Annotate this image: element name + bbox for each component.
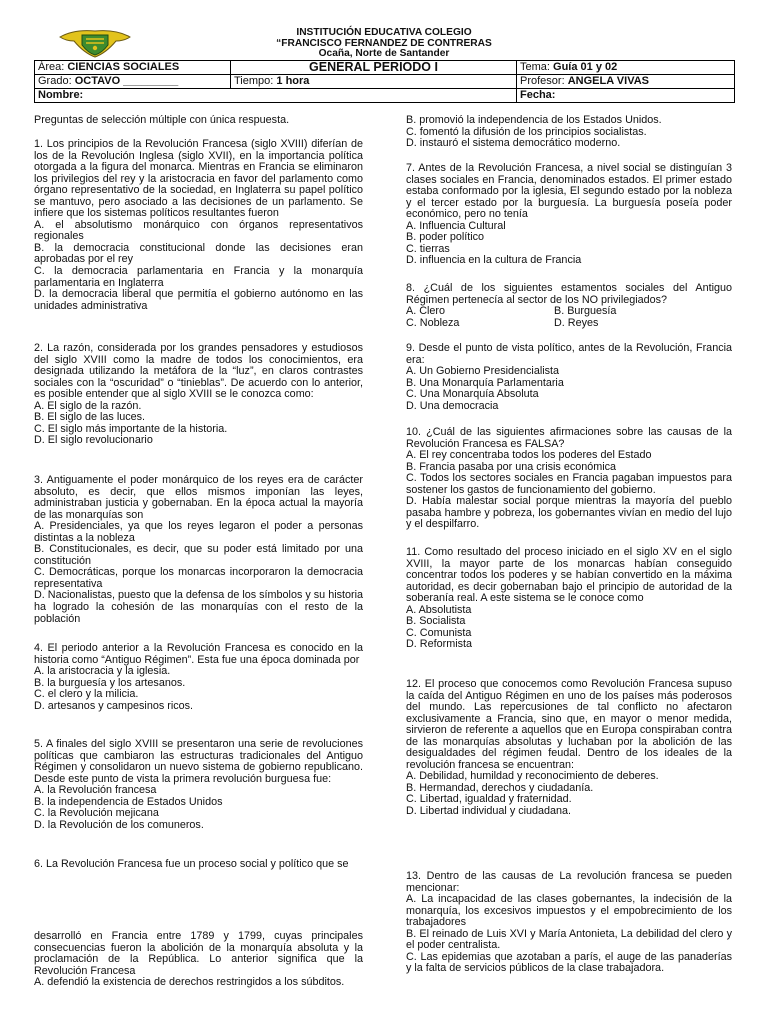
question-10-option-b[interactable]: B. Francia pasaba por una crisis económica: [406, 460, 617, 473]
question-3-option-d[interactable]: D. Nacionalistas, puesto que la defensa de los símbolos y su historia ha logrado la cohesión de las monarquías con el resto de la población: [34, 589, 363, 625]
question-9-option-b[interactable]: B. Una Monarquía Parlamentaria: [406, 376, 564, 389]
grado-label: Grado:: [38, 75, 72, 87]
area-cell: [35, 61, 231, 75]
question-10: [406, 427, 732, 531]
question-8-text: 8. ¿Cuál de los siguientes estamentos sociales del Antiguo Régimen pertenecía al sector de los NO privilegiados?: [406, 282, 732, 306]
fecha-field[interactable]: Fecha:: [517, 89, 735, 103]
info-row-3: [35, 89, 735, 103]
question-7: [406, 163, 732, 267]
question-9-option-a[interactable]: A. Un Gobierno Presidencialista: [406, 365, 560, 378]
question-10-text: 10. ¿Cuál de las siguientes afirmaciones sobre las causas de la Revolución Francesa es FALSA?: [406, 426, 732, 450]
question-12: [406, 679, 732, 818]
question-6-option-d[interactable]: D. instauró el sistema democrático moderno.: [406, 137, 621, 150]
question-8-option-a[interactable]: A. Clero: [406, 305, 446, 318]
question-7-option-a[interactable]: A. Influencia Cultural: [406, 219, 506, 232]
question-8-option-c[interactable]: C. Nobleza: [406, 316, 460, 329]
question-9-text: 9. Desde el punto de vista político, antes de la Revolución, Francia era:: [406, 342, 732, 366]
question-5: [34, 739, 363, 831]
school-line-1: INSTITUCIÓN EDUCATIVA COLEGIO: [296, 27, 472, 38]
question-6-text-part-1: 6. La Revolución Francesa fue un proceso social y político que se: [34, 858, 349, 870]
question-6-option-c[interactable]: C. fomentó la difusión de los principios socialistas.: [406, 125, 647, 138]
question-8-option-d[interactable]: D. Reyes: [554, 316, 599, 329]
school-line-3: Ocaña, Norte de Santander: [318, 48, 450, 59]
question-13-option-a[interactable]: A. La incapacidad de las clases gobernantes, la indecisión de la monarquía, los excesivos impuestos y el empobrecimiento de los trabajadores: [406, 893, 732, 929]
question-2-option-d[interactable]: D. El siglo revolucionario: [34, 434, 153, 447]
grado-cell: [35, 75, 231, 89]
question-7-option-b[interactable]: B. poder político: [406, 231, 485, 244]
question-13: [406, 871, 732, 975]
question-7-text: 7. Antes de la Revolución Francesa, a nivel social se distinguían 3 clases sociales en Francia, denominados estados. El primer estado estaba conformado por la iglesia, El segundo estado por la nobleza y el tercer estado por la burguesía. La burguesía poseía poder económico, pero no tenía: [406, 162, 732, 221]
question-13-text: 13. Dentro de las causas de La revolución francesa se pueden mencionar:: [406, 870, 732, 894]
area-value: CIENCIAS SOCIALES: [67, 61, 180, 73]
question-8-options-row-2: [406, 318, 732, 330]
question-2-option-c[interactable]: C. El siglo más importante de la historia.: [34, 422, 228, 435]
question-4-option-b[interactable]: B. la burguesía y los artesanos.: [34, 676, 186, 689]
question-13-option-c[interactable]: C. Las epidemias que azotaban a parís, el auge de las panaderías y la falta de servicios públicos de la clase trabajadora.: [406, 950, 732, 975]
question-4: [34, 643, 363, 712]
tiempo-label: Tiempo:: [234, 75, 274, 87]
question-12-option-d[interactable]: D. Libertad individual y ciudadana.: [406, 805, 572, 818]
question-5-text: 5. A finales del siglo XVIII se presentaron una serie de revoluciones políticas que cambiaron las estructuras tradicionales del Antiguo Régimen y consolidaron un nuevo sistema de gobierno republicano. Desde este punto de vista la primera revolución burguesa fue:: [34, 738, 363, 785]
question-1-text: 1. Los principios de la Revolución Francesa (siglo XVIII) diferían de los de la Revolución Inglesa (siglo XVII), en la importancia política otorgada a la figura del monarca. Mientras en Francia se eliminaron los privilegios del rey y la aristocracia en favor del parlamento como órgano representativo de la sociedad, en Inglaterra su papel político se mantuvo, pero asociado a las decisiones de un parlamento. Se infiere que los sistemas políticos resultantes fueron: [34, 138, 363, 220]
info-row-1: [35, 61, 735, 75]
question-5-option-b[interactable]: B. la independencia de Estados Unidos: [34, 795, 223, 808]
profesor-cell: [517, 75, 735, 89]
question-7-option-c[interactable]: C. tierras: [406, 242, 450, 255]
question-4-option-d[interactable]: D. artesanos y campesinos ricos.: [34, 699, 194, 712]
question-5-option-d[interactable]: D. la Revolución de los comuneros.: [34, 818, 204, 831]
question-2-option-a[interactable]: A. El siglo de la razón.: [34, 399, 142, 412]
question-8-option-b[interactable]: B. Burguesía: [554, 305, 617, 318]
question-9: [406, 343, 732, 412]
question-11: [406, 547, 732, 651]
question-12-option-a[interactable]: A. Debilidad, humildad y reconocimiento de deberes.: [406, 770, 659, 783]
left-column: [34, 115, 363, 127]
question-6-start: [34, 859, 363, 871]
question-11-option-a[interactable]: A. Absolutista: [406, 603, 472, 616]
question-5-option-a[interactable]: A. la Revolución francesa: [34, 784, 157, 797]
instructions: Preguntas de selección múltiple con única respuesta.: [34, 114, 290, 126]
question-3-option-b[interactable]: B. Constitucionales, es decir, que su poder está limitado por una constitución: [34, 543, 363, 567]
question-6-text-part-2: desarrolló en Francia entre 1789 y 1799, cuyas principales consecuencias fueron la abolición de la monarquía absoluta y la proclamación de la República. Lo anterior significa que la Revolución Francesa: [34, 930, 363, 977]
area-label: Área:: [38, 61, 65, 73]
question-1-option-c[interactable]: C. la democracia parlamentaria en Francia y la monarquía parlamentaria en Inglaterra: [34, 265, 363, 289]
tema-cell: [517, 61, 735, 75]
question-6-option-a[interactable]: A. defendió la existencia de derechos restringidos a los súbditos.: [34, 976, 345, 989]
question-1-option-d[interactable]: D. la democracia liberal que permitía el gobierno autónomo en las unidades administrativa: [34, 288, 363, 312]
question-10-option-d[interactable]: D. Había malestar social porque mientras la mayoría del pueblo pasaba hambre y pobreza, los gobernantes vivían en medio del lujo y el despilfarro.: [406, 495, 732, 531]
question-6-options-cont: [406, 115, 732, 150]
question-4-option-c[interactable]: C. el clero y la milicia.: [34, 688, 139, 701]
question-11-option-d[interactable]: D. Reformista: [406, 638, 472, 651]
question-8: [406, 283, 732, 329]
grado-value: OCTAVO _________: [74, 75, 179, 87]
question-3-option-c[interactable]: C. Democráticas, porque los monarcas incorporaron la democracia representativa: [34, 566, 363, 590]
period-title: GENERAL PERIODO I: [231, 61, 517, 75]
tema-label: Tema:: [520, 61, 550, 73]
question-1-option-a[interactable]: A. el absolutismo monárquico con órganos representativos regionales: [34, 218, 363, 243]
question-1-option-b[interactable]: B. la democracia constitucional donde las decisiones eran aprobadas por el rey: [34, 241, 363, 266]
question-12-text: 12. El proceso que conocemos como Revolución Francesa supuso la caída del Antiguo Régimen en uno de los países más poderosos del mundo. Las repercusiones de tal conflicto no afectaron exclusivamente a Francia, sino que, en mayor o menor medida, sirvieron de referente a aquellos que en Europa conspiraban contra de las monarquías absolutas y luchaban por la abolición de las desigualdades del régimen feudal. Dentro de los ideales de la revolución francesa se encuentran:: [406, 678, 732, 771]
tema-value: Guía 01 y 02: [553, 61, 618, 73]
question-4-text: 4. El periodo anterior a la Revolución Francesa es conocido en la historia como “Antiguo Régimen”. Esta fue una época dominada por: [34, 642, 363, 666]
question-10-option-c[interactable]: C. Todos los sectores sociales en Francia pagaban impuestos para sostener los gastos de funcionamiento del gobierno.: [406, 472, 732, 496]
question-3: [34, 475, 363, 625]
question-4-option-a[interactable]: A. la aristocracia y la iglesia.: [34, 665, 171, 678]
question-11-text: 11. Como resultado del proceso iniciado en el siglo XV en el siglo XVIII, la mayor parte de los monarcas habían conseguido concentrar todos los poderes y se habían convertido en la máxima autoridad, es decir gobernaban bajo el principio de autoridad de la soberanía real. A este sistema se le conoce como: [406, 546, 732, 605]
question-13-option-b[interactable]: B. El reinado de Luis XVI y María Antonieta, La debilidad del clero y el poder centralista.: [406, 927, 732, 952]
question-3-option-a[interactable]: A. Presidenciales, ya que los reyes legaron el poder a personas distintas a la nobleza: [34, 520, 363, 544]
question-12-option-c[interactable]: C. Libertad, igualdad y fraternidad.: [406, 793, 572, 806]
info-table: [34, 60, 735, 103]
profesor-value: ANGELA VIVAS: [567, 75, 649, 87]
nombre-field[interactable]: Nombre:: [35, 89, 517, 103]
question-1: [34, 139, 363, 312]
question-2-text: 2. La razón, considerada por los grandes pensadores y estudiosos del siglo XVIII como la madre de todos los conocimientos, era designada utilizando la metáfora de la “luz”, en claros contrastes sociales con la “oscuridad” o “tinieblas”. De acuerdo con lo anterior, es posible entender que al siglo XVIII se le conozca como:: [34, 342, 363, 401]
question-9-option-d[interactable]: D. Una democracia: [406, 399, 499, 412]
profesor-label: Profesor:: [520, 75, 565, 87]
question-3-text: 3. Antiguamente el poder monárquico de los reyes era de carácter absoluto, es decir, que ellos mismos imponían las leyes, administraban justicia y gobernaban. En la época actual la mayoría de las monarquías son: [34, 474, 363, 521]
question-6-option-b[interactable]: B. promovió la independencia de los Estados Unidos.: [406, 114, 662, 126]
question-6-cont: [34, 931, 363, 989]
tiempo-value: 1 hora: [276, 75, 310, 87]
question-10-option-a[interactable]: A. El rey concentraba todos los poderes del Estado: [406, 449, 652, 462]
question-11-option-b[interactable]: B. Socialista: [406, 615, 466, 628]
info-row-2: [35, 75, 735, 89]
question-12-option-b[interactable]: B. Hermandad, derechos y ciudadanía.: [406, 781, 594, 794]
question-7-option-d[interactable]: D. influencia en la cultura de Francia: [406, 254, 582, 267]
school-name: [34, 28, 734, 60]
question-9-option-c[interactable]: C. Una Monarquía Absoluta: [406, 388, 539, 401]
school-line-2: “FRANCISCO FERNANDEZ DE CONTRERAS: [276, 37, 492, 49]
question-5-option-c[interactable]: C. la Revolución mejicana: [34, 807, 159, 820]
question-8-options-row-1: [406, 306, 732, 318]
question-2-option-b[interactable]: B. El siglo de las luces.: [34, 411, 146, 424]
question-2: [34, 343, 363, 447]
question-11-option-c[interactable]: C. Comunista: [406, 626, 472, 639]
tiempo-cell: [231, 75, 517, 89]
